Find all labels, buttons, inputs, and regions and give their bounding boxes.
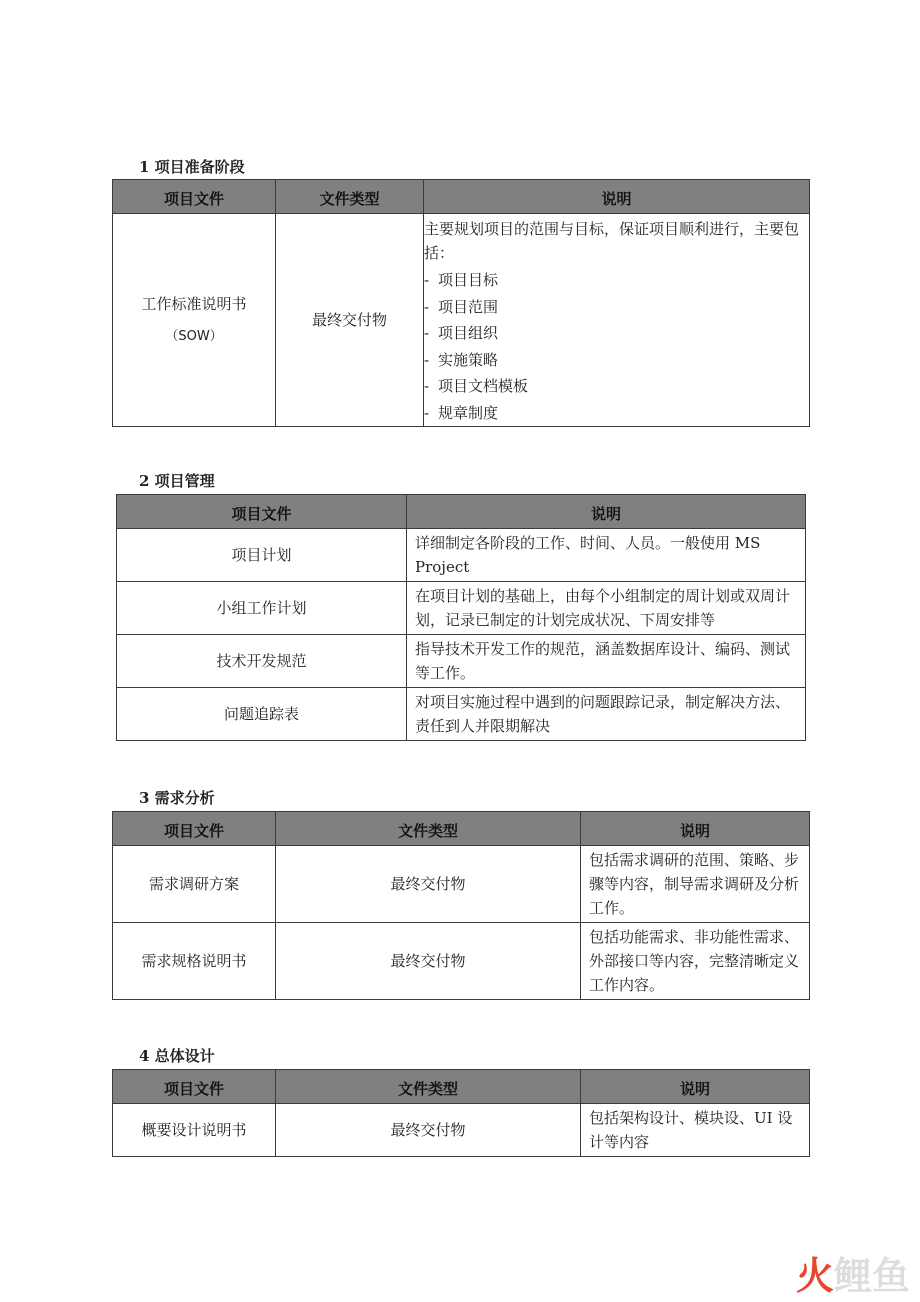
- table-row: [117, 529, 806, 582]
- section-3-table: [112, 811, 810, 1000]
- table-header-row: [113, 1070, 810, 1104]
- cell-project-file: [113, 214, 276, 427]
- cell-file-type: 最终交付物: [276, 1104, 581, 1157]
- cell-file-type: 最终交付物: [276, 846, 581, 923]
- header-project-file: 项目文件: [113, 180, 276, 214]
- cell-project-file: 技术开发规范: [117, 635, 407, 688]
- header-description: 说明: [424, 180, 810, 214]
- cell-file-type: 最终交付物: [276, 214, 424, 427]
- section-3-title: 3 需求分析: [139, 789, 215, 807]
- header-project-file: 项目文件: [113, 1070, 276, 1104]
- table-row: [113, 214, 810, 427]
- list-item: - 项目范围: [424, 297, 499, 316]
- section-1-title: 1 项目准备阶段: [139, 158, 245, 176]
- file-name-abbrev: （SOW）: [165, 328, 223, 344]
- header-description: 说明: [407, 495, 806, 529]
- cell-description: 包括架构设计、模块设、UI 设计等内容: [581, 1104, 810, 1157]
- header-description: 说明: [581, 812, 810, 846]
- cell-project-file: 项目计划: [117, 529, 407, 582]
- cell-description: 指导技术开发工作的规范，涵盖数据库设计、编码、测试等工作。: [407, 635, 806, 688]
- description-intro: 主要规划项目的范围与目标，保证项目顺利进行，主要包括：: [424, 220, 800, 262]
- cell-description: 在项目计划的基础上，由每个小组制定的周计划或双周计划，记录已制定的计划完成状况、下周安排等: [407, 582, 806, 635]
- cell-description: 详细制定各阶段的工作、时间、人员。一般使用 MS Project: [407, 529, 806, 582]
- section-2-title: 2 项目管理: [139, 472, 215, 490]
- watermark-logo: [796, 1256, 910, 1296]
- table-header-row: [117, 495, 806, 529]
- header-file-type: 文件类型: [276, 180, 424, 214]
- header-description: 说明: [581, 1070, 810, 1104]
- table-row: [113, 846, 810, 923]
- header-file-type: 文件类型: [276, 812, 581, 846]
- cell-description: [424, 214, 810, 427]
- section-2-table: [116, 494, 806, 741]
- table-row: [117, 635, 806, 688]
- header-file-type: 文件类型: [276, 1070, 581, 1104]
- table-row: [117, 688, 806, 741]
- list-item: - 项目文档模板: [424, 377, 529, 395]
- cell-project-file: 问题追踪表: [117, 688, 407, 741]
- cell-description: 对项目实施过程中遇到的问题跟踪记录，制定解决方法、责任到人并限期解决: [407, 688, 806, 741]
- section-4-table: [112, 1069, 810, 1157]
- file-name-line: 工作标准说明书: [141, 294, 247, 313]
- list-item: - 规章制度: [424, 403, 499, 422]
- section-1-table: [112, 179, 810, 427]
- logo-char: 火: [795, 1254, 834, 1298]
- logo-char: 鱼: [871, 1254, 910, 1298]
- table-header-row: [113, 812, 810, 846]
- logo-char: 鲤: [833, 1254, 872, 1298]
- header-project-file: 项目文件: [113, 812, 276, 846]
- table-header-row: [113, 180, 810, 214]
- list-item: - 实施策略: [424, 350, 499, 369]
- cell-project-file: 概要设计说明书: [113, 1104, 276, 1157]
- cell-description: 包括需求调研的范围、策略、步骤等内容，制导需求调研及分析工作。: [581, 846, 810, 923]
- cell-description: 包括功能需求、非功能性需求、外部接口等内容，完整清晰定义工作内容。: [581, 923, 810, 1000]
- header-project-file: 项目文件: [117, 495, 407, 529]
- list-item: - 项目目标: [424, 271, 499, 289]
- cell-project-file: 需求调研方案: [113, 846, 276, 923]
- table-row: [113, 1104, 810, 1157]
- section-4-title: 4 总体设计: [139, 1047, 215, 1065]
- table-row: [117, 582, 806, 635]
- cell-file-type: 最终交付物: [276, 923, 581, 1000]
- cell-project-file: 需求规格说明书: [113, 923, 276, 1000]
- cell-project-file: 小组工作计划: [117, 582, 407, 635]
- table-row: [113, 923, 810, 1000]
- list-item: - 项目组织: [424, 324, 499, 342]
